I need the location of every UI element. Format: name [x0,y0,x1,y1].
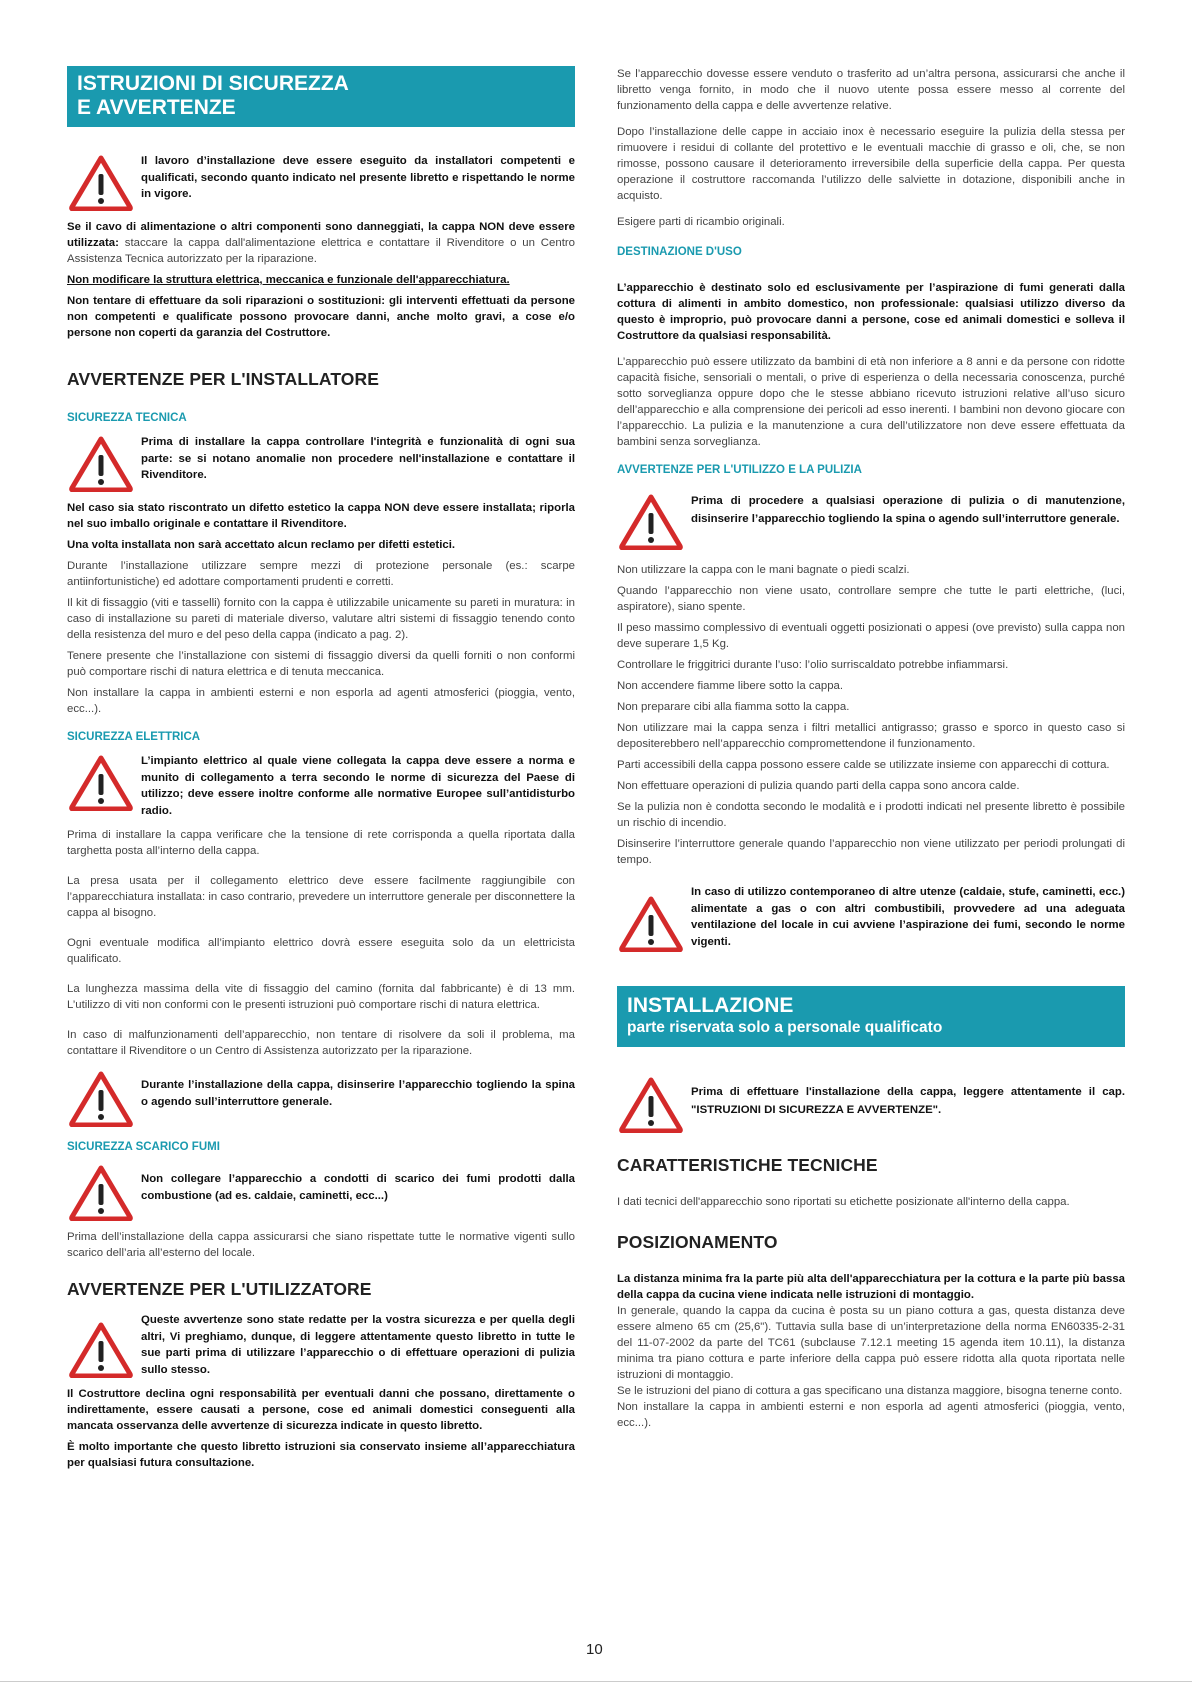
warning-text: L’impianto elettrico al quale viene collegata la cappa deve essere a norma e munito di collegamento a terra secondo le norme di sicurezza del Paese di utilizzo; deve essere inoltre conforme alle normative Europee sull’antidisturbo radio. [141,755,575,817]
paragraph: È molto importante che questo libretto istruzioni sia conservato insieme all’apparecchiatura per qualsiasi futura consultazione. [67,1441,575,1469]
warning-block [67,1312,575,1378]
section-heading: AVVERTENZE PER L'UTILIZZATORE [67,1279,372,1299]
warning-triangle-icon [619,896,683,952]
right-column [617,66,1125,1436]
left-column [67,66,575,1476]
paragraph: Non installare la cappa in ambienti esterni e non esporla ad agenti atmosferici (pioggia, vento, ecc...). [617,1401,1125,1429]
installation-banner-subtitle: parte riservata solo a personale qualificato [627,1019,943,1036]
paragraph: I dati tecnici dell'apparecchio sono riportati su etichette posizionate all'interno della cappa. [617,1196,1070,1208]
paragraph: Non effettuare operazioni di pulizia quando parti della cappa sono ancora calde. [617,780,1020,792]
warning-text: Il lavoro d’installazione deve essere eseguito da installatori competenti e qualificati, secondo quanto indicato nel presente libretto e rispettando le norme in vigore. [141,155,575,200]
paragraph-bold: Se il cavo di alimentazione o altri componenti sono danneggiati, la cappa NON deve essere utilizzata: [67,221,575,249]
paragraph: Prima di installare la cappa verificare che la tensione di rete corrisponda a quella riportata dalla targhetta posta all’interno della cappa. [67,829,575,857]
installation-banner [617,986,1125,1047]
section-heading: POSIZIONAMENTO [617,1232,778,1252]
safety-banner-line1: ISTRUZIONI DI SICUREZZA [77,72,349,95]
bottom-rule [0,1681,1192,1682]
warning-block [67,1163,575,1221]
paragraph: L’apparecchio può essere utilizzato da bambini di età non inferiore a 8 anni e da persone con ridotte capacità fisiche, sensoriali o mentali, o prive di esperienza o della necessaria conoscenza, purché sotto sorveglianza oppure dopo che le stesse abbiano ricevuto istruzioni relative all’uso sicuro dell’apparecchio e alla comprensione dei pericoli ad esso inerenti. I bambini non devono giocare con l’apparecchio. La pulizia e la manutenzione a cura dell’utilizzatore non deve essere effettuata da bambini senza sorveglianza. [617,356,1125,448]
paragraph: Prima dell’installazione della cappa assicurarsi che siano rispettate tutte le normative vigenti sullo scarico dell’aria all’esterno del locale. [67,1231,575,1259]
safety-banner [67,66,575,127]
page-number: 10 [586,1641,603,1658]
subsection-heading: SICUREZZA ELETTRICA [67,731,201,743]
subsection-heading: DESTINAZIONE D'USO [617,246,742,258]
warning-block [67,753,575,819]
paragraph: Non utilizzare mai la cappa senza i filtri metallici antigrasso; grasso e sporco in questo caso si depositerebbero nell’apparecchio compromettendone il funzionamento. [617,722,1125,750]
paragraph: Il kit di fissaggio (viti e tasselli) fornito con la cappa è utilizzabile unicamente su pareti in muratura: in caso di installazione su pareti di materiale diverso, valutare altri sistemi di fissaggio tenendo conto della resistenza del muro e del peso della cappa (indicato a pag. 2). [67,597,575,641]
paragraph: Disinserire l’interruttore generale quando l’apparecchio non viene utilizzato per periodi prolungati di tempo. [617,838,1125,866]
paragraph-text: staccare la cappa dall'alimentazione elettrica e contattare il Rivenditore o un Centro Assistenza Tecnica autorizzato per la riparazione. [67,237,575,265]
warning-block [67,153,575,211]
paragraph: Una volta installata non sarà accettato alcun reclamo per difetti estetici. [67,539,456,551]
paragraph: Non modificare la struttura elettrica, meccanica e funzionale dell'apparecchiatura. [67,274,510,286]
paragraph: Non tentare di effettuare da soli riparazioni o sostituzioni: gli interventi effettuati da persone non competenti e qualificate possono provocare danni, anche molto gravi, a cose e/o persone non coperti da garanzia del Costruttore. [67,295,575,339]
paragraph: Non installare la cappa in ambienti esterni e non esporla ad agenti atmosferici (pioggia, vento, ecc...). [67,687,575,715]
warning-triangle-icon [69,436,133,492]
paragraph: Parti accessibili della cappa possono essere calde se utilizzate insieme con apparecchi di cottura. [617,759,1110,771]
warning-text: Prima di effettuare l'installazione della cappa, leggere attentamente il cap. "ISTRUZIONI DI SICUREZZA E AVVERTENZE". [691,1086,1125,1116]
warning-text: Queste avvertenze sono state redatte per la vostra sicurezza e per quella degli altri, Vi preghiamo, dunque, di leggere attentamente questo libretto in tutte le sue parti prima di utilizzare l’apparecchio o di effettuare operazioni di pulizia sullo stesso. [141,1314,575,1376]
paragraph: Ogni eventuale modifica all’impianto elettrico dovrà essere eseguita solo da un elettricista qualificato. [67,937,575,965]
paragraph: Dopo l’installazione delle cappe in acciaio inox è necessario eseguire la pulizia della stessa per rimuovere i residui di collante del protettivo e le eventuali macchie di grasso e oli, che, se non rimosse, possono causare il deterioramento irreversibile della superficie della cappa. Per questa operazione il costruttore raccomanda l’utilizzo delle salviette in dotazione, disponibili anche in acquisto. [617,126,1125,202]
paragraph-bold: La distanza minima fra la parte più alta dell'apparecchiatura per la cottura e la parte più bassa della cappa da cucina viene indicata nelle istruzioni di montaggio. [617,1273,1125,1301]
warning-triangle-icon [69,755,133,811]
warning-triangle-icon [69,1071,133,1127]
paragraph: Il Costruttore declina ogni responsabilità per eventuali danni che possano, direttamente o indirettamente, essere causati a persone, cose ed animali domestici conseguenti alla mancata osservanza delle avvertenze di sicurezza indicate in questo libretto. [67,1388,575,1432]
warning-triangle-icon [69,1322,133,1378]
paragraph: Non preparare cibi alla fiamma sotto la cappa. [617,701,850,713]
subsection-heading: SICUREZZA SCARICO FUMI [67,1141,220,1153]
warning-triangle-icon [619,494,683,550]
paragraph: Non accendere fiamme libere sotto la cappa. [617,680,844,692]
installation-banner-title: INSTALLAZIONE [627,994,794,1017]
warning-block [617,492,1125,550]
warning-text: Prima di installare la cappa controllare l'integrità e funzionalità di ogni sua parte: se si notano anomalie non procedere nell'installazione e contattare il Rivenditore. [141,436,575,481]
paragraph: Se l’apparecchio dovesse essere venduto o trasferito ad un’altra persona, assicurarsi che anche il libretto venga fornito, in modo che il nuovo utente possa essere messo al corrente del funzionamento della cappa e delle avvertenze relative. [617,68,1125,112]
paragraph: Se la pulizia non è condotta secondo le modalità e i prodotti indicati nel presente libretto è possibile un rischio di incendio. [617,801,1125,829]
paragraph: In caso di malfunzionamenti dell’apparecchio, non tentare di risolvere da soli il problema, ma contattare il Rivenditore o un Centro di Assistenza autorizzato per la riparazione. [67,1029,575,1057]
paragraph: Esigere parti di ricambio originali. [617,216,785,228]
paragraph: Controllare le friggitrici durante l’uso: l’olio surriscaldato potrebbe infiammarsi. [617,659,1009,671]
warning-block [67,434,575,492]
section-heading: AVVERTENZE PER L'INSTALLATORE [67,369,380,389]
paragraph: Il peso massimo complessivo di eventuali oggetti posizionati o appesi (ove previsto) sulla cappa non deve superare 1,5 Kg. [617,622,1125,650]
paragraph: Nel caso sia stato riscontrato un difetto estetico la cappa NON deve essere installata; riporla nel suo imballo originale e contattare il Rivenditore. [67,502,575,530]
warning-block [617,884,1125,952]
warning-text: Non collegare l’apparecchio a condotti di scarico dei fumi prodotti dalla combustione (ad es. caldaie, caminetti, ecc...) [141,1173,575,1202]
paragraph: Quando l’apparecchio non viene usato, controllare sempre che tutte le parti elettriche, (luci, aspiratore), siano spente. [617,585,1125,613]
warning-block [67,1069,575,1127]
paragraph: La lunghezza massima della vite di fissaggio del camino (fornita dal fabbricante) è di 13 mm. L’utilizzo di viti non conformi con le presenti istruzioni può comportare rischi di natura elettrica. [67,983,575,1011]
subsection-heading: AVVERTENZE PER L'UTILIZZO E LA PULIZIA [617,464,862,476]
warning-text: Durante l’installazione della cappa, disinserire l’apparecchio togliendo la spina o agendo sull’interruttore generale. [141,1079,575,1108]
warning-block [617,1075,1125,1133]
paragraph: Durante l’installazione utilizzare sempre mezzi di protezione personale (es.: scarpe antiinfortunistiche) ed adottare comportamenti prudenti e corretti. [67,560,575,588]
warning-triangle-icon [69,1165,133,1221]
paragraph: Se le istruzioni del piano di cottura a gas specificano una distanza maggiore, bisogna tenerne conto. [617,1385,1123,1397]
paragraph: L’apparecchio è destinato solo ed esclusivamente per l’aspirazione di fumi generati dalla cottura di alimenti in ambito domestico, non professionale: qualsiasi utilizzo diverso da questo è improprio, può provocare danni a persone, cose ed animali domestici e solleva il Costruttore da qualsiasi responsabilità. [617,282,1125,342]
paragraph: La presa usata per il collegamento elettrico deve essere facilmente raggiungibile con l’apparecchiatura installata: in caso contrario, prevedere un interruttore generale per disconnettere la cappa al bisogno. [67,875,575,919]
paragraph: Non utilizzare la cappa con le mani bagnate o piedi scalzi. [617,564,910,576]
paragraph: In generale, quando la cappa da cucina è posta su un piano cottura a gas, questa distanza deve essere almeno 65 cm (25,6"). Tuttavia sulla base di un’interpretazione della norma EN60335-2-31 del 11-07-2002 da parte del TC61 (subclause 7.12.1 meeting 15 agenda item 10.11), la distanza minima tra piano cottura e parte inferiore della cappa può essere ridotta alla quota riportata nelle istruzioni di montaggio. [617,1305,1125,1381]
warning-text: In caso di utilizzo contemporaneo di altre utenze (caldaie, stufe, caminetti, ecc.) alimentate a gas o con altri combustibili, provvedere ad una adeguata ventilazione del locale in cui avviene l’aspirazione dei fumi, secondo le norme vigenti. [691,886,1125,948]
safety-banner-line2: E AVVERTENZE [77,96,236,119]
warning-text: Prima di procedere a qualsiasi operazione di pulizia o di manutenzione, disinserire l’apparecchio togliendo la spina o agendo sull’interruttore generale. [691,495,1125,525]
paragraph: Tenere presente che l’installazione con sistemi di fissaggio diversi da quelli forniti o non conformi può comportare rischi di natura elettrica e di tenuta meccanica. [67,650,575,678]
section-heading: CARATTERISTICHE TECNICHE [617,1155,878,1175]
warning-triangle-icon [69,155,133,211]
subsection-heading: SICUREZZA TECNICA [67,412,187,424]
warning-triangle-icon [619,1077,683,1133]
